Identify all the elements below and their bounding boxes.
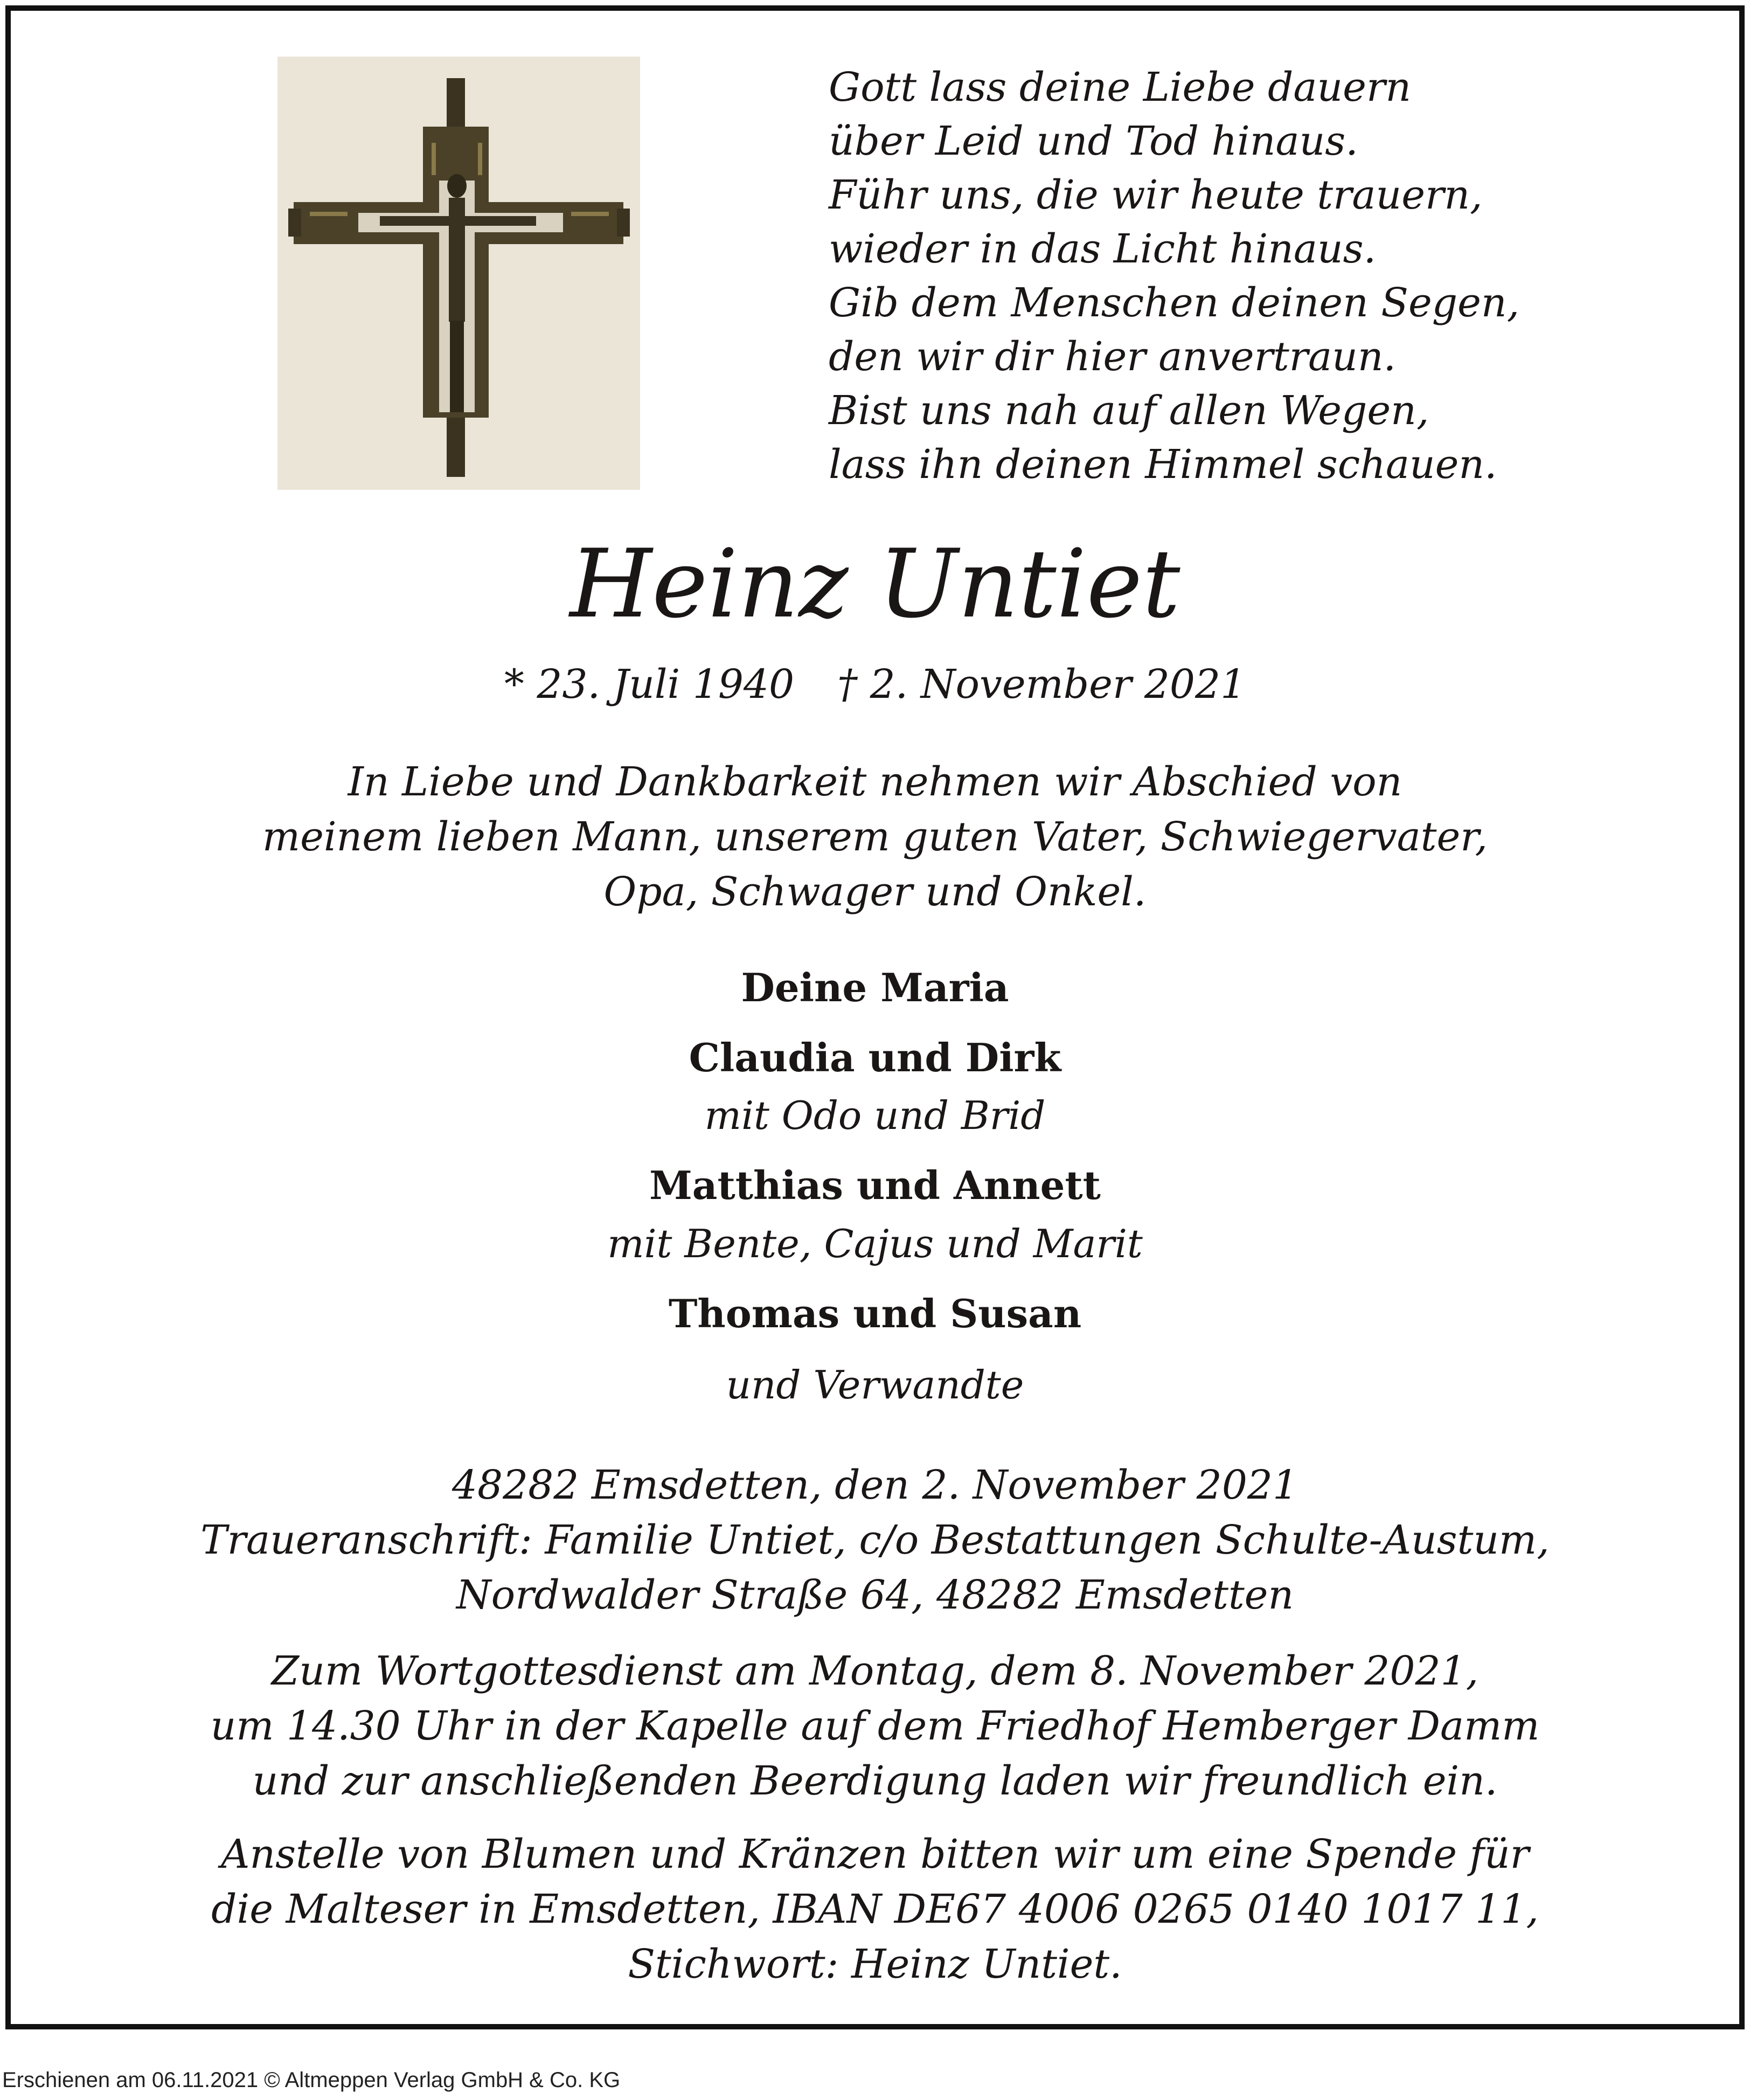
tribute-line: meinem lieben Mann, unserem guten Vater, Schwiegervater, bbox=[262, 814, 1488, 860]
donation-line: die Malteser in Emsdetten, IBAN DE67 4006 0265 0140 1017 11, bbox=[211, 1886, 1539, 1932]
service-line: um 14.30 Uhr in der Kapelle auf dem Friedhof Hemberger Damm bbox=[210, 1703, 1540, 1749]
poem-line: wieder in das Licht hinaus. bbox=[829, 226, 1377, 272]
poem bbox=[829, 60, 1519, 491]
publication-footer: Erschienen am 06.11.2021 © Altmeppen Verlag GmbH & Co. KG bbox=[2, 2068, 621, 2092]
poem-line: Gib dem Menschen deinen Segen, bbox=[829, 280, 1520, 326]
poem-line: Gott lass deine Liebe dauern bbox=[829, 64, 1411, 110]
tribute-text bbox=[0, 754, 1750, 919]
mourner-name: Deine Maria bbox=[741, 965, 1009, 1010]
poem-line: Führ uns, die wir heute trauern, bbox=[829, 172, 1483, 218]
mourner-name: Claudia und Dirk bbox=[689, 1035, 1061, 1080]
relatives-text: und Verwandte bbox=[726, 1362, 1024, 1408]
deceased-name: Heinz Untiet bbox=[570, 530, 1180, 639]
address-line: Nordwalder Straße 64, 48282 Emsdetten bbox=[456, 1572, 1294, 1618]
donation-line: Stichwort: Heinz Untiet. bbox=[628, 1941, 1122, 1987]
poem-line: über Leid und Tod hinaus. bbox=[829, 118, 1358, 164]
mourner-name: Matthias und Annett bbox=[649, 1162, 1101, 1208]
address-line: Traueranschrift: Familie Untiet, c/o Bestattungen Schulte-Austum, bbox=[200, 1517, 1550, 1563]
poem-line: den wir dir hier anvertraun. bbox=[829, 334, 1397, 380]
mourner-children: mit Odo und Brid bbox=[704, 1093, 1046, 1138]
service-line: und zur anschließenden Beerdigung laden wir freundlich ein. bbox=[252, 1758, 1498, 1804]
donation-line: Anstelle von Blumen und Kränzen bitten wir um eine Spende für bbox=[220, 1831, 1530, 1877]
service-block bbox=[0, 1644, 1750, 1808]
poem-line: lass ihn deinen Himmel schauen. bbox=[829, 441, 1497, 488]
crucifix-image bbox=[277, 57, 640, 490]
birth-date: * 23. Juli 1940 bbox=[504, 661, 795, 708]
address-block bbox=[0, 1458, 1750, 1623]
poem-line: Bist uns nah auf allen Wegen, bbox=[829, 387, 1429, 434]
mourner-name: Thomas und Susan bbox=[668, 1291, 1082, 1336]
tribute-line: Opa, Schwager und Onkel. bbox=[603, 869, 1147, 915]
tribute-line: In Liebe und Dankbarkeit nehmen wir Abschied von bbox=[348, 759, 1402, 805]
address-line: 48282 Emsdetten, den 2. November 2021 bbox=[452, 1462, 1298, 1508]
mourner-children: mit Bente, Cajus und Marit bbox=[607, 1221, 1143, 1266]
death-date: † 2. November 2021 bbox=[837, 661, 1246, 708]
life-dates bbox=[0, 660, 1750, 709]
service-line: Zum Wortgottesdienst am Montag, dem 8. November 2021, bbox=[271, 1648, 1479, 1694]
donation-block bbox=[0, 1827, 1750, 1992]
